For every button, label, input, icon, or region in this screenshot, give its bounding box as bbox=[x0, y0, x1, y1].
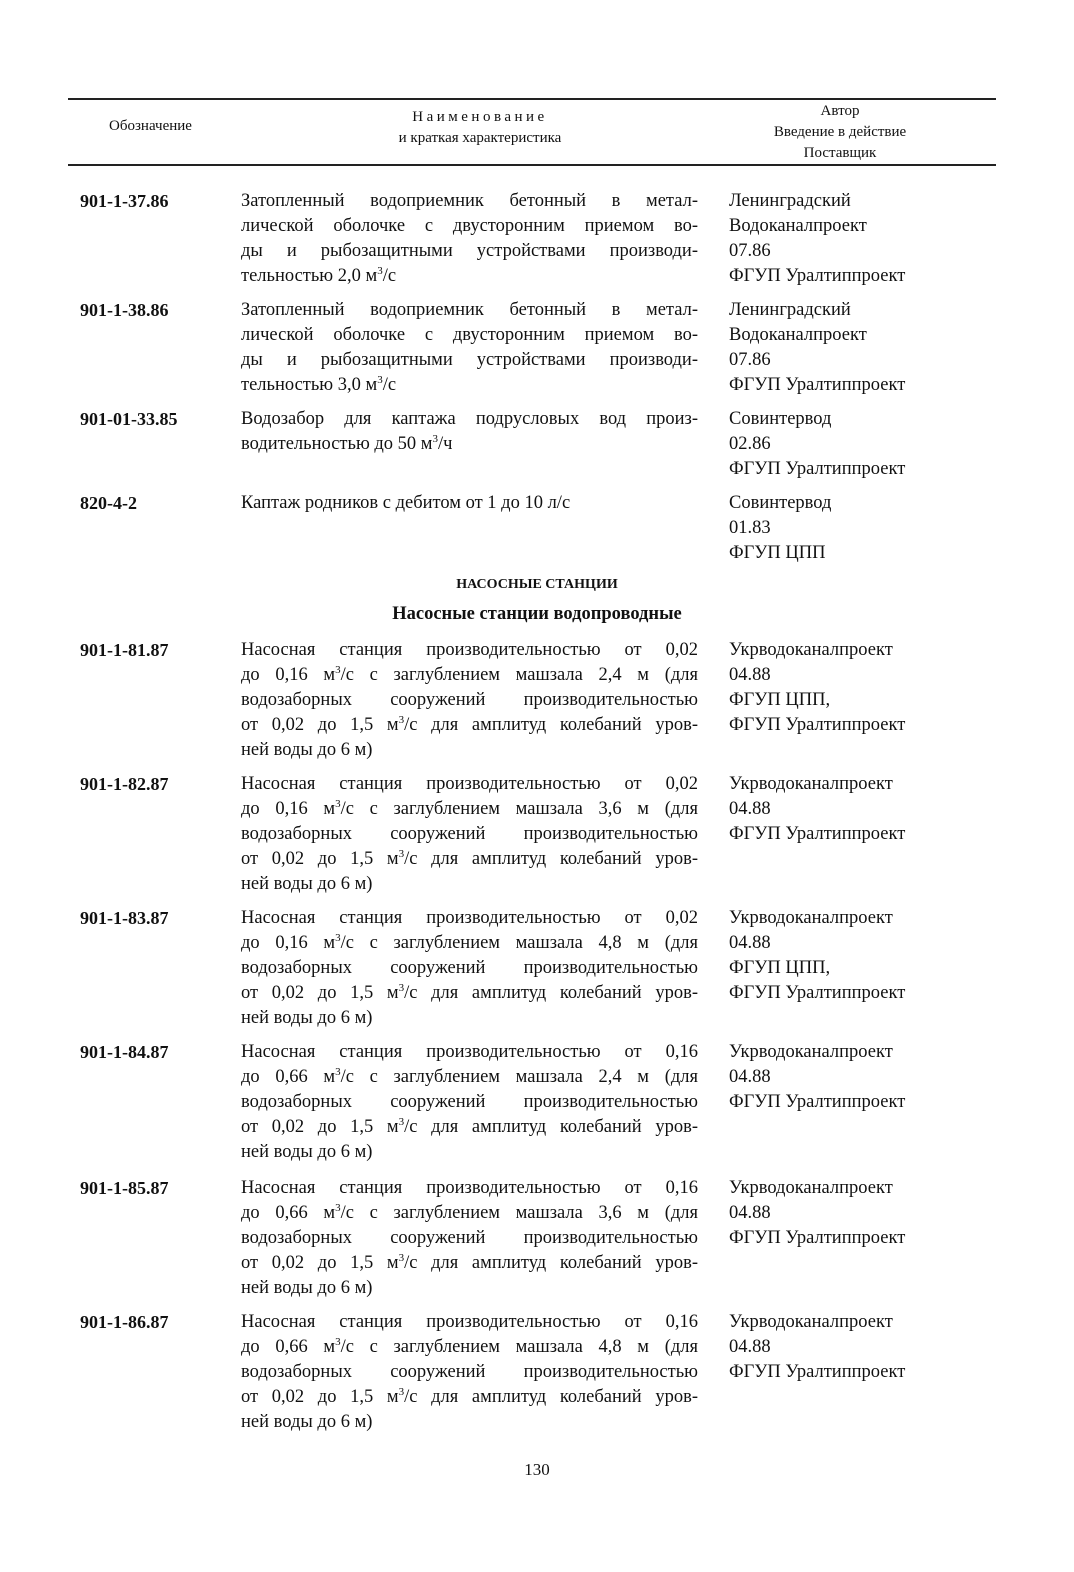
entry-author-line: 01.83 bbox=[729, 518, 771, 538]
entry-author-line: 04.88 bbox=[729, 933, 771, 953]
entry-author-line: ФГУП Уралтиппроект bbox=[729, 983, 906, 1003]
entry-description-line: ней воды до 6 м) bbox=[241, 874, 373, 894]
entry-author-line: ФГУП Уралтиппроект bbox=[729, 1092, 906, 1112]
entry-description-line: Водозабор для каптажа подрусловых вод произ- bbox=[241, 409, 698, 429]
entry-author-line: ФГУП Уралтиппроект bbox=[729, 375, 906, 395]
entry-description-line: ней воды до 6 м) bbox=[241, 1278, 373, 1298]
entry-code: 901-1-81.87 bbox=[80, 640, 169, 660]
entry-author bbox=[729, 189, 905, 289]
entry-description bbox=[241, 407, 698, 457]
entry-author-line: ФГУП ЦПП, bbox=[729, 958, 831, 978]
entry-description-line: Каптаж родников с дебитом от 1 до 10 л/с bbox=[241, 493, 571, 513]
entry-author-line: Укрводоканалпроект bbox=[729, 1312, 893, 1332]
entry-author-line: Укрводоканалпроект bbox=[729, 774, 893, 794]
entry-code: 901-01-33.85 bbox=[80, 409, 178, 429]
entry-code: 901-1-84.87 bbox=[80, 1042, 169, 1062]
entry-code: 901-1-86.87 bbox=[80, 1312, 169, 1332]
entry-description-line: Насосная станция производительностью от 0,02 bbox=[241, 774, 698, 794]
entry-author-line: Ленинградский bbox=[729, 300, 851, 320]
entry-description bbox=[241, 906, 698, 1031]
entry-author-line: Водоканалпроект bbox=[729, 216, 867, 236]
entry-author-line: 02.86 bbox=[729, 434, 771, 454]
entry-description-line: ды и рыбозащитными устройствами производи- bbox=[241, 241, 698, 261]
entry-description-line: Насосная станция производительностью от 0,16 bbox=[241, 1042, 698, 1062]
entry-author-line: Совинтервод bbox=[729, 409, 832, 429]
entry-description-line: тельностью 3,0 $м^3/с$ bbox=[241, 374, 397, 395]
entry-author bbox=[729, 772, 905, 847]
entry-description-line: от 0,02 до 1,5 $м^3/с$ для амплитуд колебаний уров- bbox=[241, 848, 698, 869]
entry-description-line: Насосная станция производительностью от 0,16 bbox=[241, 1178, 698, 1198]
entry-author-line: ФГУП Уралтиппроект bbox=[729, 1228, 906, 1248]
entry-description-line: водозаборных сооружений производительностью bbox=[241, 690, 698, 710]
entry-author-line: ФГУП Уралтиппроект bbox=[729, 459, 906, 479]
entry-author-line: 04.88 bbox=[729, 665, 771, 685]
entry-description-line: водозаборных сооружений производительностью bbox=[241, 958, 698, 978]
entry-author-line: 07.86 bbox=[729, 241, 771, 261]
entry-code: 901-1-85.87 bbox=[80, 1178, 169, 1198]
entry-author-line: Ленинградский bbox=[729, 191, 851, 211]
entry-author-line: 04.88 bbox=[729, 1203, 771, 1223]
entry-description-line: тельностью 2,0 $м^3/с$ bbox=[241, 265, 397, 286]
entry-code: 901-1-37.86 bbox=[80, 191, 169, 211]
entry-description-line: ней воды до 6 м) bbox=[241, 740, 373, 760]
entry-description-line: Насосная станция производительностью от 0,02 bbox=[241, 908, 698, 928]
entry-description bbox=[241, 638, 698, 763]
header-col-author-line2: Введение в действие bbox=[773, 124, 907, 140]
entry-code: 901-1-38.86 bbox=[80, 300, 169, 320]
entry-description-line: до 0,16 $м^3/с$ с заглублением машзала 3,6 м (для bbox=[241, 798, 699, 819]
entry-description-line: водозаборных сооружений производительностью bbox=[241, 824, 698, 844]
entry-description-line: от 0,02 до 1,5 $м^3/с$ для амплитуд колебаний уров- bbox=[241, 1252, 698, 1273]
entry-description-line: ней воды до 6 м) bbox=[241, 1142, 373, 1162]
entry-description-line: до 0,16 $м^3/с$ с заглублением машзала 4,8 м (для bbox=[241, 932, 699, 953]
entry-author-line: Водоканалпроект bbox=[729, 325, 867, 345]
entry-author bbox=[729, 407, 905, 482]
entry-description-line: Затопленный водоприемник бетонный в метал- bbox=[241, 300, 698, 320]
entry-description-line: до 0,66 $м^3/с$ с заглублением машзала 3,6 м (для bbox=[241, 1202, 699, 1223]
entry-author-line: Укрводоканалпроект bbox=[729, 640, 893, 660]
entry-author-line: 07.86 bbox=[729, 350, 771, 370]
entry-description-line: Насосная станция производительностью от 0,16 bbox=[241, 1312, 698, 1332]
entry-description-line: ды и рыбозащитными устройствами производи- bbox=[241, 350, 698, 370]
entry-author-line: ФГУП Уралтиппроект bbox=[729, 715, 906, 735]
header-col-name bbox=[240, 107, 720, 149]
entry-description bbox=[241, 1176, 698, 1301]
entry-description bbox=[241, 189, 698, 289]
entry-description-line: до 0,66 $м^3/с$ с заглублением машзала 2,4 м (для bbox=[241, 1066, 699, 1087]
header-bottom-rule bbox=[68, 164, 996, 166]
entry-description-line: ней воды до 6 м) bbox=[241, 1412, 373, 1432]
entry-description-line: ней воды до 6 м) bbox=[241, 1008, 373, 1028]
entry-author bbox=[729, 906, 905, 1006]
entry-author-line: Укрводоканалпроект bbox=[729, 1042, 893, 1062]
entry-description-line: лической оболочке с двусторонним приемом во- bbox=[241, 216, 698, 236]
header-col-name-subtitle: и краткая характеристика bbox=[398, 130, 562, 146]
entry-description bbox=[241, 1310, 698, 1435]
entry-description-line: Затопленный водоприемник бетонный в метал- bbox=[241, 191, 698, 211]
section-title: НАСОСНЫЕ СТАНЦИИ bbox=[456, 577, 618, 592]
entry-author bbox=[729, 298, 905, 398]
entry-description bbox=[241, 491, 698, 516]
entry-author-line: ФГУП Уралтиппроект bbox=[729, 266, 906, 286]
section-subtitle: Насосные станции водопроводные bbox=[392, 604, 682, 624]
page-number: 130 bbox=[524, 1460, 550, 1479]
header-col-designation: Обозначение bbox=[109, 118, 192, 134]
entry-author-line: Укрводоканалпроект bbox=[729, 908, 893, 928]
entry-description-line: водозаборных сооружений производительностью bbox=[241, 1228, 698, 1248]
entry-description bbox=[241, 772, 698, 897]
entry-description bbox=[241, 1040, 698, 1165]
entry-author bbox=[729, 1040, 905, 1115]
entry-author bbox=[729, 638, 905, 738]
entry-author-line: Укрводоканалпроект bbox=[729, 1178, 893, 1198]
entry-author-line: ФГУП ЦПП bbox=[729, 543, 826, 563]
entry-author bbox=[729, 1310, 905, 1385]
entry-description-line: водозаборных сооружений производительностью bbox=[241, 1092, 698, 1112]
entry-author-line: 04.88 bbox=[729, 1067, 771, 1087]
entry-description-line: до 0,66 $м^3/с$ с заглублением машзала 4,8 м (для bbox=[241, 1336, 699, 1357]
entry-description-line: водительностью до 50 $м^3/ч$ bbox=[241, 433, 453, 454]
entry-author-line: ФГУП ЦПП, bbox=[729, 690, 831, 710]
entry-description-line: лической оболочке с двусторонним приемом во- bbox=[241, 325, 698, 345]
entry-description bbox=[241, 298, 698, 398]
entry-author-line: Совинтервод bbox=[729, 493, 832, 513]
entry-description-line: от 0,02 до 1,5 $м^3/с$ для амплитуд колебаний уров- bbox=[241, 982, 698, 1003]
entry-code: 820-4-2 bbox=[80, 493, 137, 513]
entry-description-line: Насосная станция производительностью от 0,02 bbox=[241, 640, 698, 660]
header-col-author-line3: Поставщик bbox=[803, 145, 877, 161]
entry-code: 901-1-82.87 bbox=[80, 774, 169, 794]
header-col-author-line1: Автор bbox=[820, 103, 860, 119]
entry-description-line: от 0,02 до 1,5 $м^3/с$ для амплитуд колебаний уров- bbox=[241, 714, 698, 735]
entry-author bbox=[729, 1176, 905, 1251]
entry-description-line: от 0,02 до 1,5 $м^3/с$ для амплитуд колебаний уров- bbox=[241, 1116, 698, 1137]
entry-description-line: водозаборных сооружений производительностью bbox=[241, 1362, 698, 1382]
entry-author-line: 04.88 bbox=[729, 799, 771, 819]
entry-author-line: 04.88 bbox=[729, 1337, 771, 1357]
entry-code: 901-1-83.87 bbox=[80, 908, 169, 928]
entry-author-line: ФГУП Уралтиппроект bbox=[729, 1362, 906, 1382]
entry-description-line: до 0,16 $м^3/с$ с заглублением машзала 2,4 м (для bbox=[241, 664, 699, 685]
header-top-rule bbox=[68, 98, 996, 100]
entry-author bbox=[729, 491, 831, 566]
header-col-name-title: Наименование bbox=[412, 109, 548, 125]
entry-description-line: от 0,02 до 1,5 $м^3/с$ для амплитуд колебаний уров- bbox=[241, 1386, 698, 1407]
header-col-author bbox=[720, 101, 960, 164]
entry-author-line: ФГУП Уралтиппроект bbox=[729, 824, 906, 844]
